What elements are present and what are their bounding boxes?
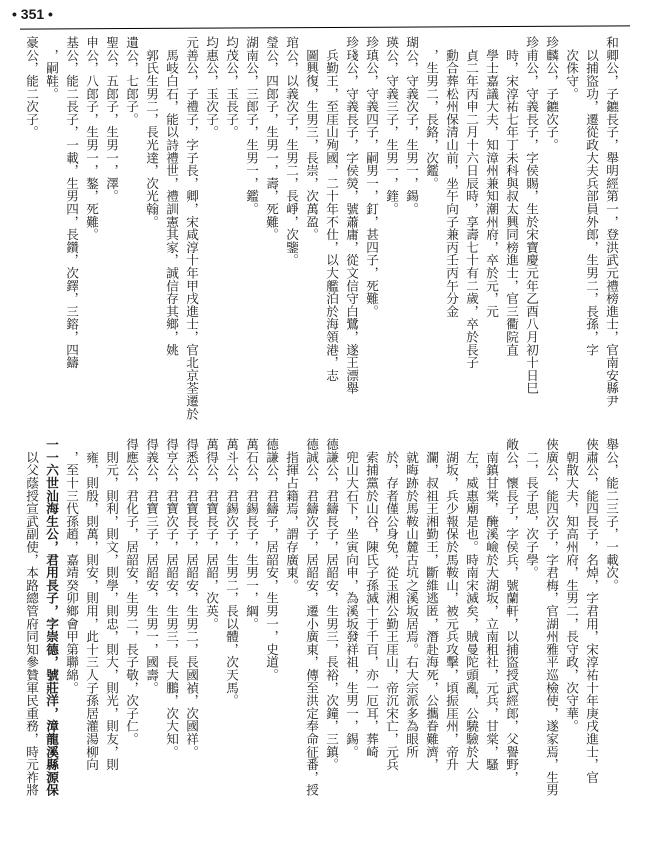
text-column: 基公，能二長子，一載，生男四，長鑽，次鐸，三鎔，四鑄	[64, 36, 79, 369]
text-column: 琯公，以義次子，生男二，長崢，次鑒。	[284, 36, 299, 267]
text-column: ，至十三代孫趙，嘉靖癸卯鄉會甲第聯綿。	[64, 438, 79, 694]
text-column: 瑚公，守義次子，生男一，鍚。	[404, 36, 419, 216]
text-column: 俠廣公，能四次子，字君梅，官湖州雅平巡檢使，遂家焉，生男	[544, 438, 559, 797]
text-column: 瑛公，守義三子，生男一，鍷。	[384, 36, 399, 216]
page-number: • 351 •	[12, 6, 53, 22]
text-column: 索捕黨於山谷，陳氏子孫滅十于千百，亦一厄耳，葬崎	[364, 438, 379, 758]
text-column: 勳合葬松州保清山前，坐午向子兼丙壬丙午分金	[444, 36, 459, 318]
text-column: 則元，則利，則文，則學，則忠，則大，則光，則友，則	[104, 438, 119, 771]
text-column: 湖坂，兵少報保於馬鞍山，被元兵攻擊，頃振厓州，帝升	[444, 438, 459, 771]
text-column: 豪公，能二次子。	[24, 36, 39, 139]
text-column: 次侏守。	[564, 36, 579, 100]
upper-text-block	[22, 36, 622, 440]
text-column: 萬石公，君錫長子，生男一，綱。	[244, 438, 259, 630]
text-column: 德誠公，君鑄次子，居韶安，遷小廣東，傳至洪定奉命征番，授	[304, 438, 319, 797]
text-column: 貞二年丙申二月十六日辰時，享壽七十有二歲，卒於長子	[464, 36, 479, 369]
text-column: 元善公，子禮子，字子長，卿，宋咸淳十年甲戌進士，官北京荃遷於	[184, 36, 199, 420]
text-column: 和卿公，子鑣長子，舉明經第一，登洪武元禮榜進士，官南安縣尹	[604, 36, 619, 408]
text-column: 圖興復，生男三，長崇，次萬盈。	[304, 36, 319, 241]
text-column: 於，存者僅公身免，從玉湘公勤王厓山，帝沉宋亡，元兵	[384, 438, 399, 771]
text-column: 指揮占籍焉，謂存廣東。	[284, 438, 299, 592]
text-column: 以捕盜功，遷從政大夫兵部員外郎，生男二，長孫，字	[584, 36, 599, 356]
text-column: 就晦跡於馬鞍山麓古坑之溪坂居焉。右大宗派多為眼所	[404, 438, 419, 758]
text-column: 雍，則殷，則萬，則安，則用，此十三人子孫居灌湯柳向	[84, 438, 99, 771]
text-column: 聖公，五郎子，生男一，澤。	[104, 36, 119, 203]
text-column: 得悉公，君寶長子，居韶安，生男二，長國禎，次國祥。	[184, 438, 199, 758]
text-column: 萬斗公，君錫次子，生男二，長以體，次天馬。	[224, 438, 239, 707]
text-column: 南鎮甘棠，醃溪嶮於大湖坂，立南租社，元兵，甘棠，騷	[484, 438, 499, 771]
text-column: 得義公，君寶三子，居韶安，生男一，國壽。	[144, 438, 159, 694]
text-column: 時，宋淳祐七年丁未科與叔太興同榜進士，官三衢院直	[504, 36, 519, 356]
text-column: 珍甫公，守義長子，字侯賜，生於宋寶慶元年乙酉八月初十日巳	[524, 36, 539, 395]
text-column: 德謙公，君鑄子，居韶安，生男一，史道。	[264, 438, 279, 682]
text-column: 均惠公，玉次子。	[204, 36, 219, 139]
text-column: 舉公，能二三子，一載次。	[604, 438, 619, 592]
text-column: 兜山大石下，坐寅向申，為溪坂發祥祖，生男一，錫。	[344, 438, 359, 758]
text-column: 珍琖公，守義長子，字侯熒，號蕭庸，從文信守白鷺，遂王漂舉	[344, 36, 359, 395]
text-column: 得亨公，君寶次子，居韶安，生男三，長大鵬，次大知。	[164, 438, 179, 758]
text-column: 兵勤王，至厓山殉國，二十年不仕，以大艦泊於海領港，志	[324, 36, 339, 382]
text-column: 瑩公，四郎子，生男一，壽，死難。	[264, 36, 279, 241]
text-column: 馬岐白石，能以詩禮世，禮訓憲其家，誠信存其鄉，姚	[164, 36, 179, 356]
text-column: ，生男二，長鉻，次鑑。	[424, 36, 439, 190]
text-column: 均茂公，玉長子。	[224, 36, 239, 139]
text-column: 申公，八郎子，生男一，鏊，死難。	[84, 36, 99, 241]
text-column: 萬得公，君寶長子，居韶，次英。	[204, 438, 219, 630]
text-column: 二，長子思，次子學。	[524, 438, 539, 579]
text-column: 俠肅公，能四長子，名焯，字君用，宋淳祐十年庚戌進士，官	[584, 438, 599, 784]
text-column: 左，威惠廟是也。時南宋滅矣，賊曼陀頭亂，公驍驗於大	[464, 438, 479, 771]
text-column: 以父蔭授宣武副使，本路總管府同知參贊軍民重務，時元祚將	[24, 438, 39, 797]
text-column: 敞公，懷長子，字侯兵，號蘭軒，以捕盜授武經郎，父譽野，	[504, 438, 519, 784]
text-column: 瀾，叔祖王湘勤王，斷維逃匿，潛赴海死，公攜眷難濟，	[424, 438, 439, 771]
text-column: 湖南公，三郎子，生男一，鑑。	[244, 36, 259, 216]
text-column: 得應公，君化子，居韶安，生男二，長子敬，次子仁。	[124, 438, 139, 746]
text-column: 朝散大夫，知高州府，生男二，長守政，次守華。	[564, 438, 579, 733]
text-column: 學士嘉議大夫，知漳州兼知潮州府，卒於元，元	[484, 36, 499, 318]
text-column: 珍麟公，子鑣次子。	[544, 36, 559, 152]
text-column: 郭氏生男二，長光達，次光翰。	[144, 36, 159, 228]
text-column: ，嗣鞋。	[44, 36, 59, 100]
top-rule	[20, 25, 630, 29]
text-column: 德謙公，君鑄長子，居韶安，生男三，長裕，次鐘，三鎮。	[324, 438, 339, 771]
text-column: 遺公，七郎子。	[124, 36, 139, 126]
text-column: 一一六世汕海生公，君用長子，字崇德，號莊洋，漳龍溪縣源保	[44, 438, 59, 797]
lower-text-block	[22, 438, 622, 842]
text-column: 珍瑱公，守義四子，嗣男一，釘，甚四子，死難。	[364, 36, 379, 318]
